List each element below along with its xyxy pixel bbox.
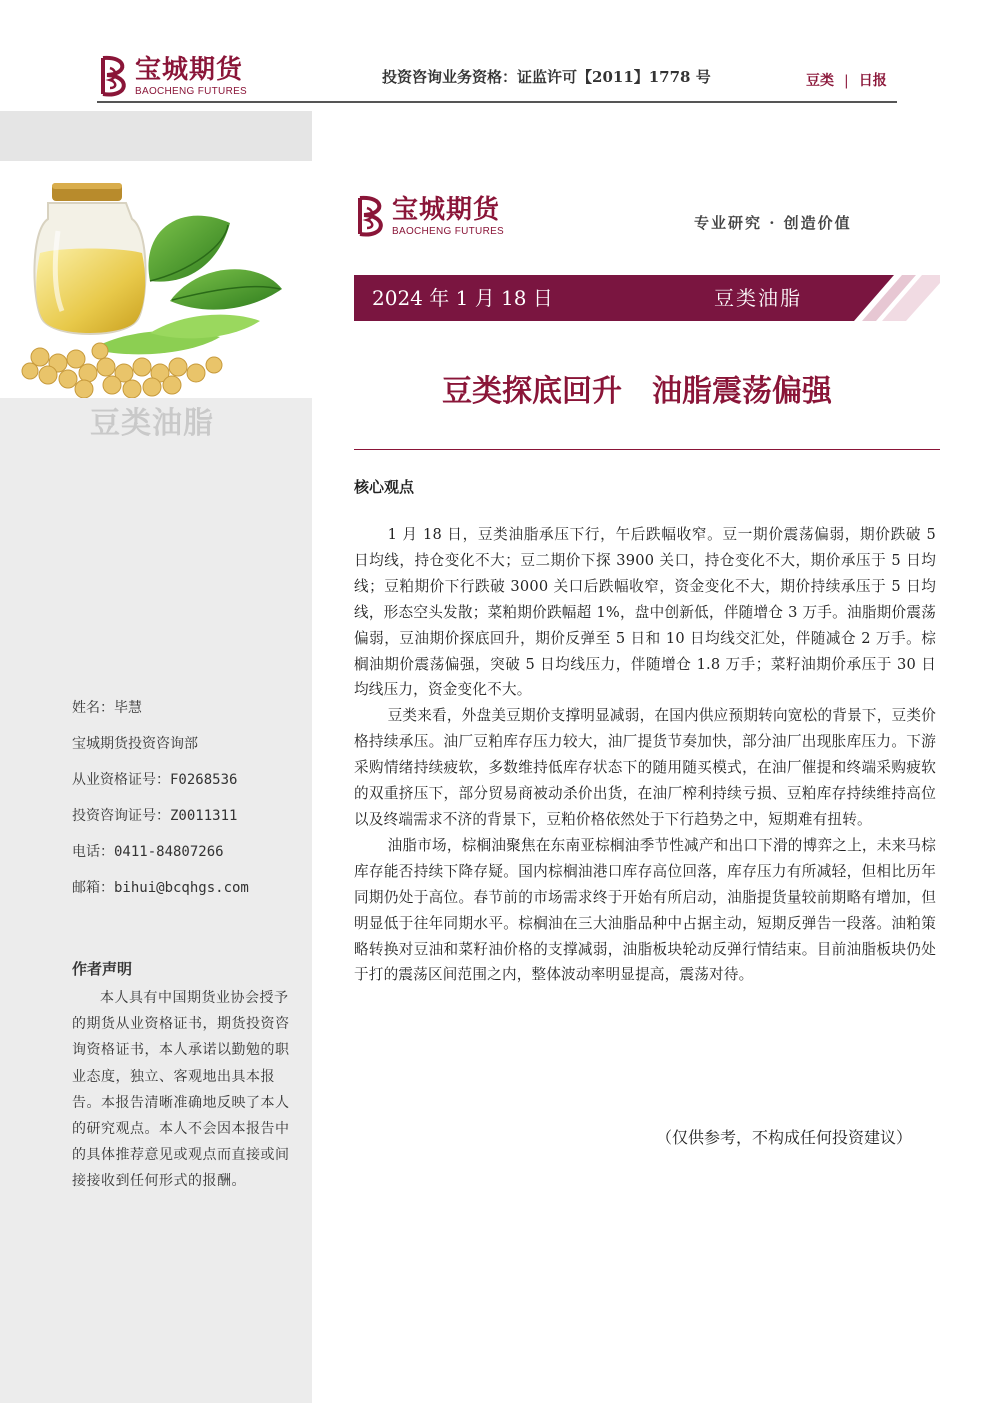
tag-separator: | (844, 73, 849, 89)
logo-company-name-en: BAOCHENG FUTURES (135, 86, 248, 97)
logo-company-name-en: BAOCHENG FUTURES (392, 226, 505, 237)
report-category: 豆类油脂 (714, 286, 802, 310)
header-tags (806, 70, 887, 90)
sidebar-top-strip (0, 111, 312, 161)
company-logo (97, 54, 257, 100)
author-department: 宝城期货投资咨询部 (72, 736, 198, 752)
report-date: 2024 年 1 月 18 日 (372, 286, 553, 310)
body-paragraph: 1 月 18 日，豆类油脂承压下行，午后跌幅收窄。豆一期价震荡偏弱，期价跌破 5 日均线，持仓变化不大；豆二期价下探 3900 关口，持仓变化不大，期价承压于 5 日均线；豆粕期价下行跌破 3000 关口后跌幅收窄，资金变化不大，期价持续承压于 5 日均线，形态空头发散；菜粕期价跌幅超 1%，盘中创新低，伴随增仓 3 万手。油脂期价震荡偏弱，豆油期价探底回升，期价反弹至 5 日和 10 日均线交汇处，伴随减仓 2 万手。棕榈油期价震荡偏强，突破 5 日均线压力，伴随增仓 1.8 万手；菜籽油期价承压于 30 日均线压力，资金变化不大。 (354, 526, 936, 699)
body-paragraph: 豆类来看，外盘美豆期价支撑明显减弱，在国内供应预期转向宽松的背景下，豆类价格持续承压。油厂豆粕库存压力较大，油厂提货节奏加快，部分油厂出现胀库压力。下游采购情绪持续疲软，多数维持低库存状态下的随用随买模式，在油厂催提和终端采购疲软的双重挤压下，部分贸易商被动杀价出货，在油厂榨利持续亏损、豆粕库存持续维持高位以及终端需求不济的背景下，豆粕价格依然处于下行趋势之中，短期难有扭转。 (354, 707, 936, 828)
body-paragraph: 油脂市场，棕榈油聚焦在东南亚棕榈油季节性减产和出口下滑的博弈之上，未来马棕库存能否持续下降存疑。国内棕榈油港口库存高位回落，库存压力有所减轻，但相比历年同期仍处于高位。春节前的市场需求终于开始有所启动，油脂提货量较前期略有增加，但明显低于往年同期水平。棕榈油在三大油脂品种中占据主动，短期反弹告一段落。油粕策略转换对豆油和菜籽油价格的支撑减弱，油脂板块轮动反弹行情结束。目前油脂板块仍处于打的震荡区间范围之内，整体波动率明显提高，震荡对待。 (354, 836, 936, 984)
report-body (354, 522, 936, 988)
disclaimer-text: 本人具有中国期货业协会授予的期货从业资格证书，期货投资咨询资格证书，本人承诺以勤勉的职业态度，独立、客观地出具本报告。本报告清晰准确地反映了本人的研究观点。本人不会因本报告中的具体推荐意见或观点而直接或间接接收到任何形式的报酬。 (72, 990, 290, 1190)
date-banner (354, 275, 940, 321)
logo-company-name-cn: 宝城期货 (135, 55, 244, 85)
core-view-heading: 核心观点 (354, 478, 415, 496)
tag-report-type: 日报 (858, 73, 887, 89)
header-divider (97, 101, 897, 103)
disclaimer-title: 作者声明 (72, 960, 133, 978)
tag-category: 豆类 (806, 73, 834, 89)
logo-mark-icon (97, 54, 133, 98)
qualification-text: 投资咨询业务资格：证监许可【2011】1778 号 (382, 68, 711, 86)
sidebar-section-title: 豆类油脂 (90, 406, 214, 441)
report-title: 豆类探底回升 油脂震荡偏强 (442, 374, 832, 409)
page-header (0, 0, 992, 105)
logo-company-name-cn: 宝城期货 (392, 195, 501, 225)
author-email: 邮箱：bihui@bcqhgs.com (72, 880, 249, 896)
soybean-oil-illustration-icon (0, 161, 312, 398)
logo-mark-icon (354, 194, 390, 238)
cover-image (0, 161, 312, 398)
author-consult-license: 投资咨询证号：Z0011311 (72, 808, 238, 824)
author-phone: 电话：0411-84807266 (72, 844, 224, 860)
author-name: 姓名：毕慧 (72, 700, 142, 716)
title-divider (354, 449, 940, 450)
disclaimer-footnote: （仅供参考，不构成任何投资建议） (656, 1128, 913, 1147)
main-company-logo (354, 194, 524, 240)
slogan: 专业研究 · 创造价值 (694, 214, 852, 232)
author-license: 从业资格证号：F0268536 (72, 772, 238, 788)
author-contact (72, 690, 302, 906)
